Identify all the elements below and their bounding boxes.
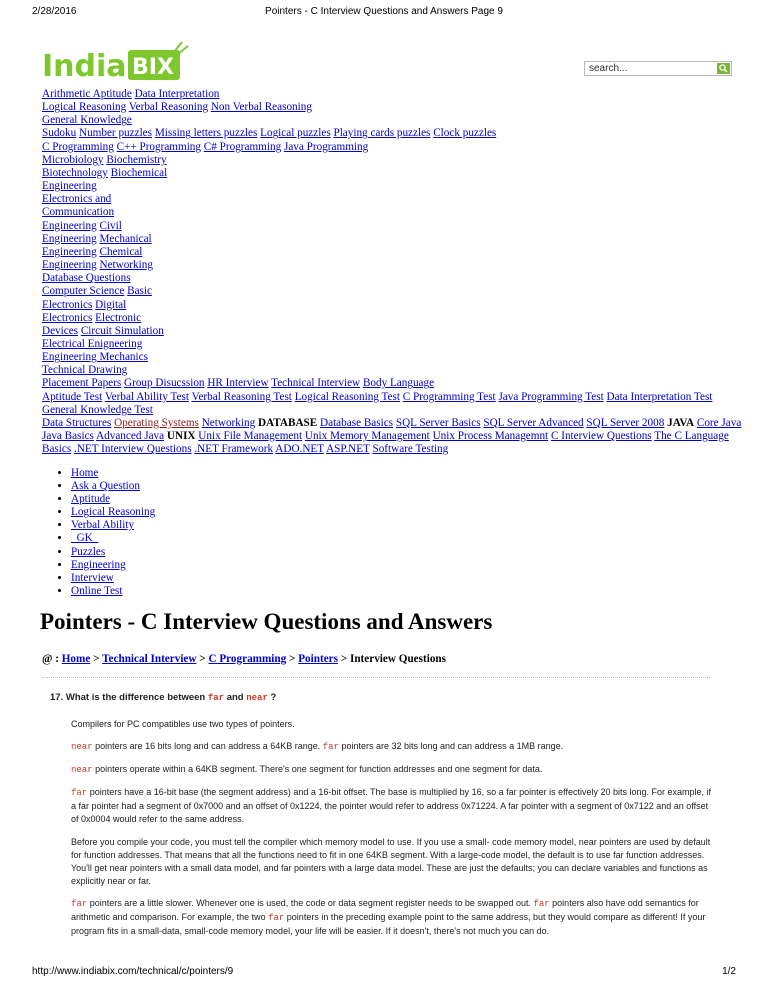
tech-link[interactable]: .NET Framework [194, 443, 274, 456]
tech-link[interactable]: ASP.NET [326, 443, 370, 456]
breadcrumb-pointers[interactable]: Pointers [298, 653, 338, 665]
breadcrumb-sep: > [340, 653, 348, 665]
nav-line [42, 299, 742, 312]
nav-line [42, 285, 742, 298]
question-text: What is the difference between [65, 692, 206, 703]
tech-link[interactable]: Java Basics [42, 430, 94, 443]
answer-text: pointers operate within a 64KB segment. There's one segment for function addresses and one segment for data. [92, 764, 543, 775]
nav-link[interactable]: Playing cards puzzles [333, 127, 431, 140]
nav-link[interactable]: Devices [42, 324, 79, 337]
nav-line [42, 206, 742, 219]
nav-link[interactable]: Basic [127, 285, 152, 298]
code-keyword: near [71, 765, 93, 776]
nav-link[interactable]: Digital [95, 298, 127, 311]
nav-link[interactable]: Electronics [42, 311, 93, 324]
nav-line [42, 272, 742, 285]
breadcrumb [42, 653, 446, 665]
question-number: 17. [50, 692, 64, 703]
nav-link[interactable]: Engineering [42, 259, 97, 272]
nav-line [42, 364, 742, 377]
search-input[interactable] [584, 61, 732, 76]
tech-link[interactable]: Unix Memory Management [304, 430, 430, 443]
answer-paragraph [71, 897, 713, 938]
indiabix-logo[interactable] [40, 40, 190, 84]
nav-line [42, 154, 742, 167]
nav-link[interactable]: Biotechnology [42, 166, 108, 179]
menu-link-gk[interactable]: GK [71, 532, 99, 545]
nav-line [42, 377, 742, 390]
nav-link[interactable]: Sudoku [42, 127, 77, 140]
logo-graphic [40, 40, 190, 84]
menu-item [71, 546, 155, 559]
tech-link[interactable]: C Interview Questions [550, 430, 652, 443]
nav-link[interactable]: Electronics and [42, 193, 112, 206]
nav-link[interactable]: Java Programming [283, 140, 369, 153]
search-placeholder: search... [589, 63, 628, 74]
nav-line [42, 101, 742, 114]
tech-link[interactable]: The C Language Basics [42, 430, 729, 456]
nav-link[interactable]: Electronics [42, 298, 93, 311]
nav-line [42, 180, 742, 193]
nav-link[interactable]: Communication [42, 206, 115, 219]
category-nav [42, 88, 742, 456]
code-keyword: far [322, 742, 339, 753]
menu-item [71, 519, 155, 532]
nav-link[interactable]: Logical Reasoning [42, 101, 127, 114]
search-icon [717, 63, 730, 74]
nav-link[interactable]: Missing letters puzzles [154, 127, 258, 140]
nav-link[interactable]: General Knowledge [42, 114, 132, 127]
menu-item [71, 572, 155, 585]
question-text: and [226, 692, 244, 703]
tech-link[interactable]: Software Testing [372, 443, 449, 456]
nav-link[interactable]: Verbal Reasoning [128, 101, 209, 114]
nav-link[interactable]: Biochemical [110, 166, 168, 179]
menu-link-interview[interactable]: Interview [71, 571, 114, 584]
breadcrumb-home[interactable]: Home [61, 653, 91, 665]
menu-link-logical[interactable]: Logical Reasoning [71, 506, 156, 519]
nav-link[interactable]: C Programming [42, 140, 114, 153]
menu-link-online-test[interactable]: Online Test [71, 584, 123, 597]
menu-item [71, 559, 155, 572]
tech-link[interactable]: Advanced Java [96, 430, 165, 443]
nav-line [42, 127, 742, 140]
menu-link-verbal[interactable]: Verbal Ability [71, 519, 135, 532]
nav-link[interactable]: Clock puzzles [433, 127, 497, 140]
nav-link[interactable]: Placement Papers [42, 377, 122, 390]
answer-text: pointers are a little slower. Whenever one is used, the code or data segment register needs to be swapped out. [87, 897, 534, 908]
test-link[interactable]: Aptitude Test [42, 390, 103, 403]
nav-link[interactable]: HR Interview [207, 377, 269, 390]
nav-link[interactable]: Electrical Enigneering [42, 337, 143, 350]
answer-text: pointers are 16 bits long and can address a 64KB range. [92, 741, 323, 752]
answer-text: pointers in the preceding example point to the same address, but they would compare as different! If your program fits in a small-data, small-code memory model, your life will be easier. If it doesn't, there's not much you can do. [71, 912, 706, 937]
answer-paragraph: Before you compile your code, you must tell the compiler which memory model to use. If you use a small- code memory model, near pointers are used by default for function addresses. That means that all the functions need to fit in one 64KB segment. With a large-code model, the default is to use far function addresses. You'll get near pointers with a small data model, and far pointers with a large data model. These are just the defaults; you can declare variables and functions as explicitly near or far. [71, 836, 711, 886]
tech-link-visited[interactable]: Operating Systems [114, 416, 199, 429]
nav-line [42, 141, 742, 154]
tech-link[interactable]: Core Java [696, 416, 742, 429]
nav-link[interactable]: Computer Science [42, 285, 125, 298]
menu-link-puzzles[interactable]: Puzzles [71, 545, 106, 558]
nav-link[interactable]: Non Verbal Reasoning [210, 101, 312, 114]
test-link[interactable]: Verbal Ability Test [104, 390, 189, 403]
nav-line [42, 312, 742, 325]
breadcrumb-current: Interview Questions [349, 653, 446, 665]
menu-link-ask[interactable]: Ask a Question [71, 480, 140, 493]
nav-link[interactable]: Engineering [42, 232, 97, 245]
answer-text: pointers have a 16-bit base (the segment address) and a 16-bit offset. The base is multiplied by 16, so a far pointer is effectively 20 bits long. For example, if a far pointer had a segment of 0x7000 and an offset of 0x1224, the pointer would refer to address 0x71224. A far pointer with a segment of 0x7122 and an offset of 0x0004 would refer to the same address. [71, 787, 712, 825]
test-link[interactable]: Java Programming Test [498, 390, 604, 403]
search-button[interactable] [717, 63, 730, 74]
menu-item [71, 480, 155, 493]
section-label-database: DATABASE [257, 416, 318, 429]
menu-link-engineering[interactable]: Engineering [71, 558, 126, 571]
menu-item [71, 532, 155, 545]
breadcrumb-c-programming[interactable]: C Programming [208, 653, 287, 665]
answer-paragraph: Compilers for PC compatibles use two types of pointers. [71, 719, 295, 729]
code-keyword: far [207, 693, 225, 703]
nav-tech-block [42, 417, 742, 456]
nav-link[interactable]: Group Disucssion [124, 377, 205, 390]
answer-text: pointers also have odd semantics for arithmetic and comparison. For example, the two [71, 897, 699, 923]
nav-line [42, 220, 742, 233]
nav-link[interactable]: Database Questions [42, 272, 131, 285]
print-title: Pointers - C Interview Questions and Answers Page 9 [265, 6, 503, 17]
test-link[interactable]: Verbal Reasoning Test [191, 390, 292, 403]
nav-link[interactable]: Engineering Mechanics [42, 351, 148, 364]
breadcrumb-sep: > [199, 653, 206, 665]
nav-link[interactable]: Technical Drawing [42, 364, 128, 377]
answer-paragraph [71, 740, 713, 754]
nav-link[interactable]: Engineering [42, 180, 97, 193]
code-keyword: far [268, 913, 285, 924]
question-title [50, 692, 276, 703]
tech-link[interactable]: ADO.NET [275, 443, 324, 456]
code-keyword: far [71, 788, 88, 799]
nav-link[interactable]: Chemical [99, 245, 143, 258]
nav-link[interactable]: Engineering [42, 219, 97, 232]
section-label-unix: UNIX [166, 430, 196, 443]
section-label-java: JAVA [667, 416, 695, 429]
nav-line [42, 246, 742, 259]
nav-line [42, 193, 742, 206]
test-link[interactable]: Logical Reasoning Test [294, 390, 400, 403]
nav-link[interactable]: Microbiology [42, 153, 104, 166]
nav-link[interactable]: Biochemistry [106, 153, 167, 166]
answer-body [71, 718, 713, 947]
breadcrumb-sep: > [289, 653, 296, 665]
nav-tests-line [42, 391, 742, 417]
print-url: http://www.indiabix.com/technical/c/pointers/9 [32, 966, 234, 977]
test-link[interactable]: C Programming Test [402, 390, 496, 403]
code-keyword: near [71, 742, 93, 753]
nav-link[interactable]: Mechanical [99, 232, 152, 245]
menu-link-aptitude[interactable]: Aptitude [71, 493, 111, 506]
answer-text: pointers are 32 bits long and can address a 1MB range. [338, 741, 564, 752]
menu-link-home[interactable]: Home [71, 467, 99, 479]
code-keyword: far [533, 898, 550, 909]
code-keyword: far [71, 898, 88, 909]
nav-link[interactable]: Circuit Simulation [80, 324, 164, 337]
nav-link[interactable]: Technical Interview [271, 377, 361, 390]
nav-line [42, 114, 742, 127]
nav-link[interactable]: Engineering [42, 245, 97, 258]
main-menu [56, 467, 155, 598]
nav-link[interactable]: Data Interpretation [134, 88, 220, 100]
logo-text-india: India [42, 49, 127, 84]
nav-line [42, 325, 742, 338]
breadcrumb-technical-interview[interactable]: Technical Interview [102, 653, 197, 665]
test-link[interactable]: General Knowledge Test [42, 403, 153, 416]
nav-line [42, 233, 742, 246]
nav-line [42, 338, 742, 351]
answer-paragraph [71, 763, 713, 777]
nav-line [42, 259, 742, 272]
tech-link[interactable]: .NET Interview Questions [74, 443, 192, 456]
tech-link[interactable]: Unix Process Managemnt [432, 430, 549, 443]
page-title: Pointers - C Interview Questions and Answers [40, 609, 493, 634]
test-link[interactable]: Data Interpretation Test [606, 390, 713, 403]
tech-link[interactable]: Data Structures [42, 416, 112, 429]
nav-line [42, 351, 742, 364]
tech-link[interactable]: SQL Server Basics [395, 416, 481, 429]
nav-link[interactable]: Civil [99, 219, 122, 232]
code-keyword: near [246, 693, 268, 703]
tech-link[interactable]: Networking [201, 416, 256, 429]
tech-link[interactable]: SQL Server Advanced [483, 416, 584, 429]
nav-link[interactable]: Arithmetic Aptitude [42, 88, 132, 100]
answer-paragraph [71, 786, 713, 826]
logo-text-bix: BIX [132, 55, 174, 80]
breadcrumb-prefix: @ : [42, 653, 59, 665]
tech-link[interactable]: Database Basics [320, 416, 394, 429]
tech-link[interactable]: Unix File Management [198, 430, 303, 443]
nav-link[interactable]: Electronic [95, 311, 142, 324]
dotted-divider [42, 677, 710, 678]
nav-line [42, 88, 742, 101]
nav-link[interactable]: Logical puzzles [260, 127, 331, 140]
question-text: ? [270, 692, 277, 703]
breadcrumb-sep: > [93, 653, 100, 665]
nav-link[interactable]: Number puzzles [79, 127, 153, 140]
print-header [0, 6, 768, 20]
menu-item [71, 585, 155, 598]
nav-line [42, 167, 742, 180]
nav-link[interactable]: C++ Programming [116, 140, 201, 153]
menu-item [71, 506, 155, 519]
print-date: 2/28/2016 [32, 6, 77, 17]
nav-link[interactable]: C# Programming [203, 140, 282, 153]
tech-link[interactable]: SQL Server 2008 [586, 416, 665, 429]
nav-link[interactable]: Body Language [362, 377, 435, 390]
nav-link[interactable]: Networking [99, 259, 153, 272]
menu-item [71, 493, 155, 506]
print-page-number: 1/2 [722, 966, 736, 977]
menu-item [71, 467, 155, 480]
